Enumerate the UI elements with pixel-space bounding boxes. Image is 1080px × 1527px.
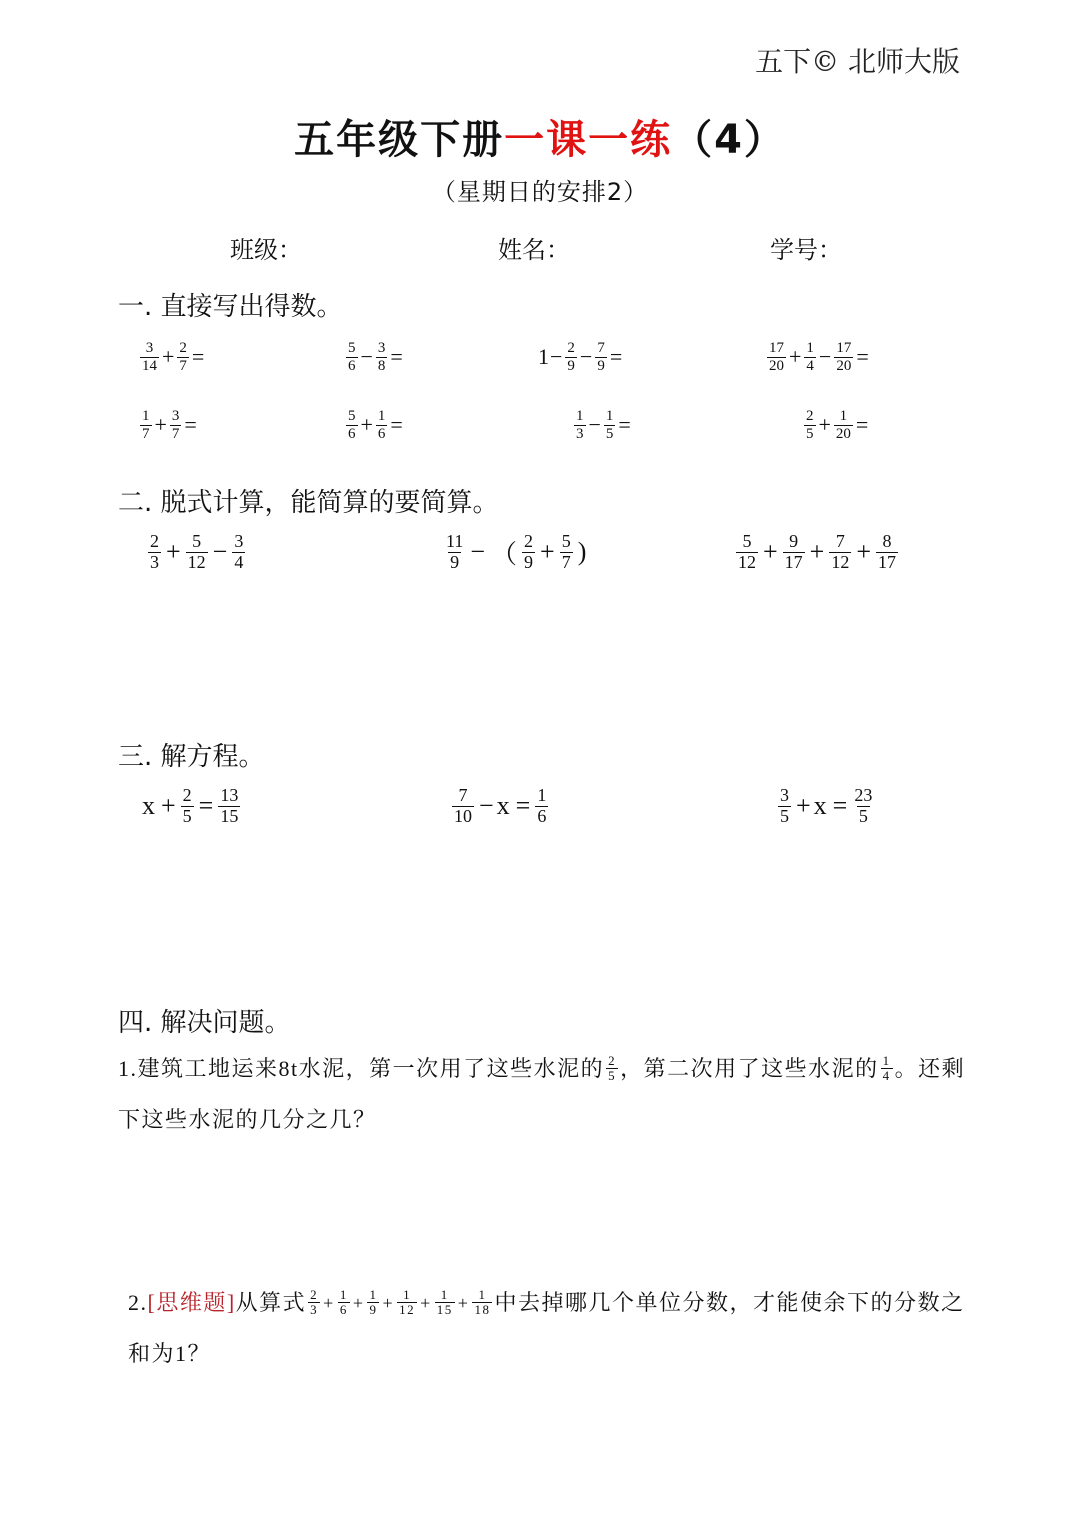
fraction	[376, 408, 388, 442]
denominator: 4	[806, 357, 814, 374]
numerator: 17	[769, 340, 784, 356]
numerator: 2	[608, 1053, 617, 1068]
denominator: 9	[369, 1302, 378, 1318]
fraction	[177, 340, 189, 374]
fraction	[560, 532, 573, 573]
numerator: 2	[179, 340, 187, 356]
denominator: 20	[836, 357, 852, 374]
fraction	[367, 1288, 379, 1318]
denominator: 10	[454, 805, 472, 826]
section2-heading: 二. 脱式计算，能简算的要简算。	[118, 488, 499, 518]
numerator: 1	[576, 408, 584, 424]
title-highlight: 一课一练	[504, 117, 673, 163]
fraction	[522, 532, 535, 573]
s1-problem-6	[344, 408, 404, 442]
numerator: 1	[839, 408, 848, 424]
operator: +	[818, 412, 831, 437]
operator: =	[198, 791, 214, 821]
operator: =	[184, 412, 197, 437]
operator: −	[470, 537, 486, 567]
operator: =	[191, 344, 205, 369]
text: 从算式	[235, 1289, 307, 1315]
denominator: 5	[858, 805, 868, 826]
text: ，第二次用了这些水泥的	[620, 1055, 879, 1081]
operator: +	[540, 537, 555, 567]
fraction	[574, 408, 586, 442]
numerator: 2	[806, 408, 814, 424]
operator: +	[162, 344, 175, 369]
denominator: 3	[150, 551, 159, 572]
operator: −	[579, 344, 593, 369]
numerator: 2	[182, 785, 192, 805]
fraction	[736, 532, 758, 573]
denominator: 15	[436, 1302, 453, 1318]
fraction	[338, 1288, 350, 1318]
denominator: 9	[597, 357, 605, 374]
numerator: 7	[835, 531, 845, 551]
denominator: 17	[784, 551, 803, 572]
numerator: 1	[403, 1287, 412, 1302]
denominator: 18	[474, 1302, 491, 1318]
denominator: 12	[399, 1302, 416, 1318]
operator: +	[809, 537, 825, 567]
fraction	[346, 408, 358, 442]
denominator: 3	[576, 425, 584, 442]
fraction	[232, 532, 245, 573]
denominator: 20	[769, 357, 784, 374]
fraction	[804, 408, 816, 442]
numerator: 1	[440, 1287, 449, 1302]
fraction	[834, 408, 853, 442]
s1-problem-2	[344, 340, 404, 374]
operator: =	[390, 344, 403, 369]
numerator: 3	[377, 340, 386, 356]
section4-heading: 四. 解决问题。	[118, 1008, 291, 1038]
denominator: 6	[377, 425, 386, 442]
operator: +	[796, 791, 811, 821]
denominator: 6	[348, 357, 356, 374]
numerator: 11	[446, 531, 464, 551]
s3-equation-1	[142, 786, 242, 827]
s1-problem-8	[802, 408, 869, 442]
denominator: 4	[234, 551, 244, 572]
denominator: 9	[450, 551, 460, 572]
denominator: 14	[142, 357, 157, 374]
text: 1.建筑工地运来8t水泥，第一次用了这些水泥的	[118, 1055, 605, 1081]
denominator: 5	[608, 1068, 617, 1084]
operator: −	[212, 537, 228, 567]
numerator: 5	[561, 531, 571, 551]
numerator: 17	[836, 340, 852, 356]
word-problem-1-line2: 下这些水泥的几分之几？	[118, 1107, 377, 1132]
fraction	[444, 532, 465, 573]
fraction	[376, 340, 388, 374]
denominator: 5	[806, 425, 814, 442]
denominator: 8	[377, 357, 386, 374]
numerator: 2	[524, 531, 534, 551]
operator: +	[323, 1292, 335, 1313]
numerator: 23	[854, 785, 873, 805]
operator: +	[763, 537, 778, 567]
operator: =	[856, 344, 869, 369]
operator: )	[577, 537, 587, 567]
numerator: 1	[882, 1053, 891, 1068]
operator: −	[588, 412, 601, 437]
fraction	[876, 532, 898, 573]
fraction	[595, 340, 607, 374]
numerator: 1	[142, 408, 150, 424]
denominator: 7	[142, 425, 150, 442]
denominator: 6	[348, 425, 356, 442]
s1-problem-1	[138, 340, 205, 374]
word-problem-1-line1	[118, 1054, 965, 1084]
operator: +	[382, 1292, 395, 1313]
fraction	[834, 340, 853, 374]
denominator: 12	[831, 551, 850, 572]
numerator: 3	[171, 408, 180, 424]
operator: +	[856, 537, 872, 567]
denominator: 9	[524, 551, 534, 572]
denominator: 20	[835, 425, 851, 442]
fraction	[148, 532, 161, 573]
denominator: 7	[561, 551, 571, 572]
numerator: 5	[192, 531, 202, 551]
numerator: 1	[806, 340, 814, 356]
fraction	[804, 340, 816, 374]
numerator: 2	[150, 531, 159, 551]
s1-problem-5	[138, 408, 198, 442]
page-title	[0, 108, 1080, 165]
fraction	[783, 532, 805, 573]
numerator: 1	[339, 1287, 348, 1302]
operator: =	[609, 344, 623, 369]
numerator: 5	[742, 531, 752, 551]
problem-2-number: 2.	[128, 1289, 148, 1315]
fraction	[829, 532, 851, 573]
fraction	[852, 786, 874, 827]
term: x	[813, 791, 827, 821]
s3-equation-2	[450, 786, 550, 827]
fraction	[186, 532, 208, 573]
numerator: 9	[789, 531, 799, 551]
edition-label: 五下© 北师大版	[755, 45, 960, 78]
fraction	[140, 408, 152, 442]
numerator: 3	[780, 785, 789, 805]
term: 1	[538, 344, 549, 369]
denominator: 12	[187, 551, 206, 572]
text: 中去掉哪几个单位分数，才能使余下的分数之	[494, 1289, 965, 1315]
operator: =	[855, 412, 869, 437]
numerator: 3	[145, 340, 154, 356]
operator: −	[479, 791, 494, 821]
student-id-field-label: 学号：	[770, 236, 842, 264]
term: x	[142, 791, 155, 821]
numerator: 1	[478, 1287, 487, 1302]
denominator: 5	[780, 805, 789, 826]
numerator: 13	[220, 785, 239, 805]
fraction	[565, 340, 577, 374]
denominator: 7	[179, 357, 187, 374]
page-subtitle: （星期日的安排2）	[431, 178, 649, 206]
fraction	[218, 786, 240, 827]
s2-problem-3	[734, 532, 900, 573]
s3-equation-3	[776, 786, 876, 827]
numerator: 2	[310, 1287, 319, 1302]
operator: +	[420, 1292, 432, 1313]
denominator: 5	[605, 425, 614, 442]
fraction	[778, 786, 791, 827]
operator: =	[515, 791, 531, 821]
denominator: 17	[878, 551, 897, 572]
operator: =	[618, 412, 631, 437]
numerator: 1	[369, 1287, 378, 1302]
fraction	[606, 1054, 618, 1084]
denominator: 9	[567, 357, 575, 374]
operator: +	[360, 412, 373, 437]
denominator: 5	[182, 805, 192, 826]
fraction	[308, 1288, 320, 1318]
operator: −	[550, 344, 563, 369]
s2-problem-1	[146, 532, 247, 573]
fraction	[452, 786, 474, 827]
denominator: 6	[537, 805, 547, 826]
operator: （	[491, 539, 518, 569]
numerator: 1	[537, 785, 547, 805]
problem-2-expression	[236, 1288, 965, 1318]
operator: +	[789, 344, 802, 369]
fraction	[881, 1054, 893, 1084]
thinking-problem-tag: [思维题]	[147, 1289, 236, 1315]
fraction	[397, 1288, 417, 1318]
title-grade: 五年级下册	[294, 117, 505, 163]
word-problem-2-line1	[128, 1288, 964, 1318]
text: 。还剩	[894, 1055, 966, 1081]
fraction	[767, 340, 786, 374]
numerator: 5	[348, 408, 356, 424]
operator: +	[154, 412, 167, 437]
s1-problem-3	[538, 340, 623, 374]
denominator: 3	[310, 1302, 319, 1318]
fraction	[170, 408, 182, 442]
fraction	[435, 1288, 455, 1318]
fraction	[346, 340, 358, 374]
s1-problem-4	[765, 340, 870, 374]
operator: −	[818, 344, 832, 369]
numerator: 8	[882, 531, 892, 551]
denominator: 6	[339, 1302, 348, 1318]
operator: −	[360, 344, 373, 369]
term: x	[496, 791, 510, 821]
numerator: 7	[458, 785, 468, 805]
denominator: 15	[220, 805, 239, 826]
s2-problem-2	[442, 532, 589, 573]
fraction	[472, 1288, 492, 1318]
denominator: 7	[171, 425, 180, 442]
operator: +	[352, 1292, 365, 1313]
s1-problem-7	[572, 408, 632, 442]
denominator: 4	[882, 1068, 891, 1084]
operator: +	[166, 537, 181, 567]
numerator: 3	[234, 531, 244, 551]
numerator: 7	[597, 340, 605, 356]
numerator: 1	[377, 408, 386, 424]
operator: +	[457, 1292, 470, 1313]
denominator: 12	[738, 551, 756, 572]
fraction	[181, 786, 194, 827]
word-problem-2-line2: 和为1？	[128, 1341, 212, 1366]
title-number: （4）	[672, 117, 786, 163]
operator: =	[390, 412, 403, 437]
numerator: 1	[605, 408, 614, 424]
numerator: 2	[567, 340, 575, 356]
fraction	[140, 340, 159, 374]
operator: +	[161, 791, 176, 821]
class-field-label: 班级：	[230, 236, 302, 264]
fraction	[604, 408, 616, 442]
fraction	[535, 786, 548, 827]
numerator: 5	[348, 340, 356, 356]
operator: =	[832, 791, 848, 821]
section3-heading: 三. 解方程。	[118, 742, 265, 772]
name-field-label: 姓名：	[498, 236, 570, 264]
section1-heading: 一. 直接写出得数。	[118, 292, 343, 322]
